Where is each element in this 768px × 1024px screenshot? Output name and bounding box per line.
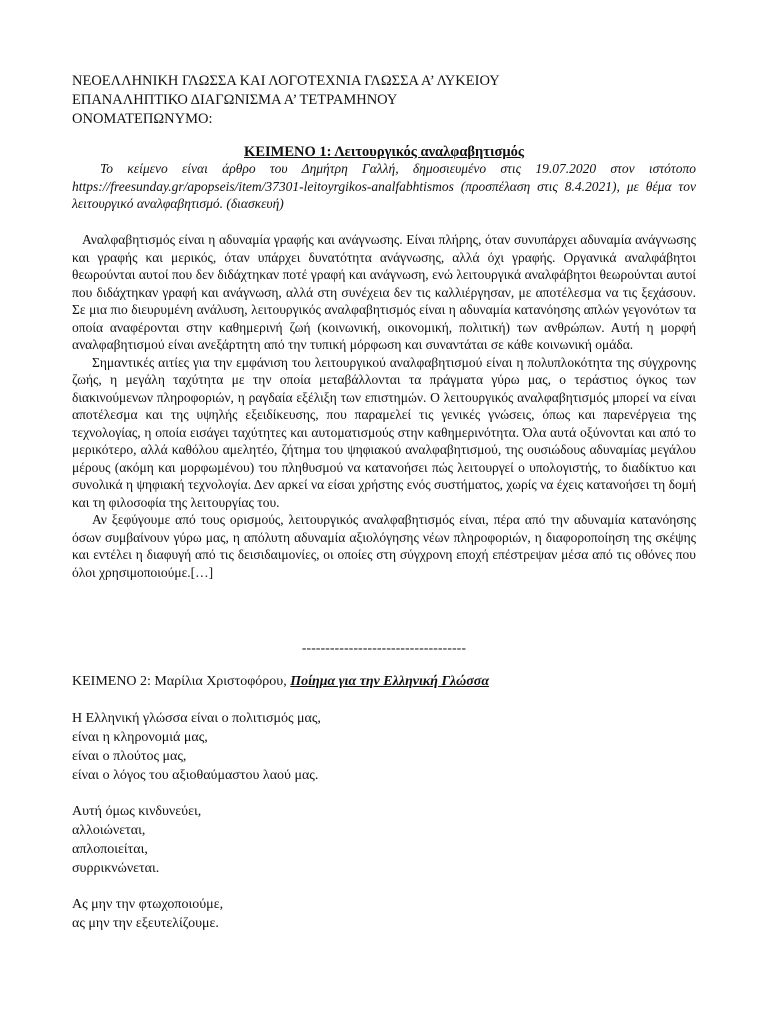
exam-header <box>72 72 500 129</box>
header-subject: ΝΕΟΕΛΛΗΝΙΚΗ ΓΛΩΣΣΑ ΚΑΙ ΛΟΓΟΤΕΧΝΙΑ ΓΛΩΣΣΑ Α’ ΛΥΚΕΙΟΥ <box>72 73 500 89</box>
poem-line: απλοποιείται, <box>72 842 148 857</box>
article-paragraph: Αν ξεφύγουμε από τους ορισμούς, λειτουργικός αναλφαβητισμός είναι, πέρα από την αδυναμία κατανόησης όσων συμβαίνουν γύρω μας, η απόλυτη αδυναμία αξιολόγησης νέων πληροφοριών, η διαφοροποίηση της σκέψης και εντέλει η διαφυγή από τις δεισιδαιμονίες, οι οποίες στη σύγχρονη εποχή επέστρεψαν μέσα από τις οθόνες που όλοι χρησιμοποιούμε.[…] <box>72 512 696 580</box>
poem-line: Η Ελληνική γλώσσα είναι ο πολιτισμός μας, <box>72 711 321 726</box>
poem-stanza <box>72 895 321 933</box>
poem-body <box>72 709 321 950</box>
text1-title: ΚΕΙΜΕΝΟ 1: Λειτουργικός αναλφαβητισμός <box>244 144 524 160</box>
text1-article <box>72 231 696 581</box>
poem-line: είναι ο λόγος του αξιοθαύμαστου λαού μας. <box>72 768 319 783</box>
poem-line: είναι ο πλούτος μας, <box>72 749 187 764</box>
article-paragraph: Σημαντικές αιτίες για την εμφάνιση του λειτουργικού αναλφαβητισμού είναι η πολυπλοκότητα της σύγχρονης ζωής, η μεγάλη ταχύτητα με την οποία μεταβάλλονται τα πράγματα γύρω μας, ο τεράστιος όγκος των διακινούμενων πληροφοριών, η ραγδαία εξέλιξη των επιστημών. Ο λειτουργικός αναλφαβητισμός μπορεί να είναι αποτέλεσμα και της υψηλής εξειδίκευσης, που παραμελεί τις γενικές γνώσεις, όπως και παρενέργεια της τεχνολογίας, η οποία εισάγει ταχύτητες και αυτοματισμούς στην καθημερινότητα. Όλα αυτά οξύνονται και από το μερικότερο, αλλά καθόλου αμελητέο, ζήτημα του ψηφιακού αναλφαβητισμού, της ουσιώδους αδυναμίας μεγάλου μέρους (ακόμη και μορφωμένου) του πληθυσμού να κατανοήσει πώς λειτουργεί ο υπολογιστής, το διαδίκτυο και συνολικά η ψηφιακή τεχνολογία. Δεν αρκεί να είσαι χρήστης ενός συστήματος, χωρίς να έχεις κατανοήσει τη δομή και τη φιλοσοφία της λειτουργίας του. <box>72 354 696 510</box>
header-exam-type: ΕΠΑΝΑΛΗΠΤΙΚΟ ΔΙΑΓΩΝΙΣΜΑ Α’ ΤΕΤΡΑΜΗΝΟΥ <box>72 92 398 108</box>
text2-title: ΚΕΙΜΕΝΟ 2: Μαρίλια Χριστοφόρου, Ποίημα για την Ελληνική Γλώσσα <box>72 674 490 689</box>
header-name-field: ΟΝΟΜΑΤΕΠΩΝΥΜΟ: <box>72 111 213 127</box>
poem-stanza <box>72 802 321 878</box>
poem-line: Αυτή όμως κινδυνεύει, <box>72 804 202 819</box>
poem-line: είναι η κληρονομιά μας, <box>72 730 208 745</box>
poem-stanza <box>72 709 321 785</box>
poem-line: Ας μην την φτωχοποιούμε, <box>72 897 224 912</box>
poem-line: αλλοιώνεται, <box>72 823 146 838</box>
poem-line: συρρικνώνεται. <box>72 861 160 876</box>
article-paragraph: Αναλφαβητισμός είναι η αδυναμία γραφής και ανάγνωσης. Είναι πλήρης, όταν συνυπάρχει αδυναμία ανάγνωσης και γραφής και μερικός, όταν υπάρχει δυνατότητα ανάγνωσης, αλλά όχι γραφής. Οργανικά αναλφάβητοι θεωρούνται αυτοί που δεν διδάχτηκαν ποτέ γραφή και ανάγνωση, ενώ λειτουργικά αναλφάβητοι θεωρούνται αυτοί που διδάχτηκαν γραφή και ανάγνωση, αλλά στη συνέχεια δεν τις καλλιέργησαν, με αποτέλεσμα να τις ξεχάσουν. Σε μια πιο διευρυμένη ανάλυση, λειτουργικός αναλφαβητισμός είναι η αδυναμία κατανόησης απλών γεγονότων τα οποία αναφέρονται στην καθημερινή ζωή (κοινωνική, οικονομική, πολιτική) των ανθρώπων. Αυτή η μορφή αναλφαβητισμού είναι ανεξάρτητη από την τυπική μόρφωση και συναντάται σε κάθε κοινωνική ομάδα. <box>72 232 696 352</box>
text1-source-note: Το κείμενο είναι άρθρο του Δημήτρη Γαλλή, δημοσιευμένο στις 19.07.2020 στον ιστότοπο https://freesunday.gr/apopseis/item/37301-leitoyrgikos-analfabhtismos (προσπέλαση στις 8.4.2021), με θέμα τον λειτουργικό αναλφαβητισμό. (διασκευή) <box>72 161 696 211</box>
poem-line: ας μην την εξευτελίζουμε. <box>72 916 219 931</box>
poem-title: Ποίημα για την Ελληνική Γλώσσα <box>290 674 490 689</box>
section-separator: ----------------------------------- <box>301 640 467 655</box>
